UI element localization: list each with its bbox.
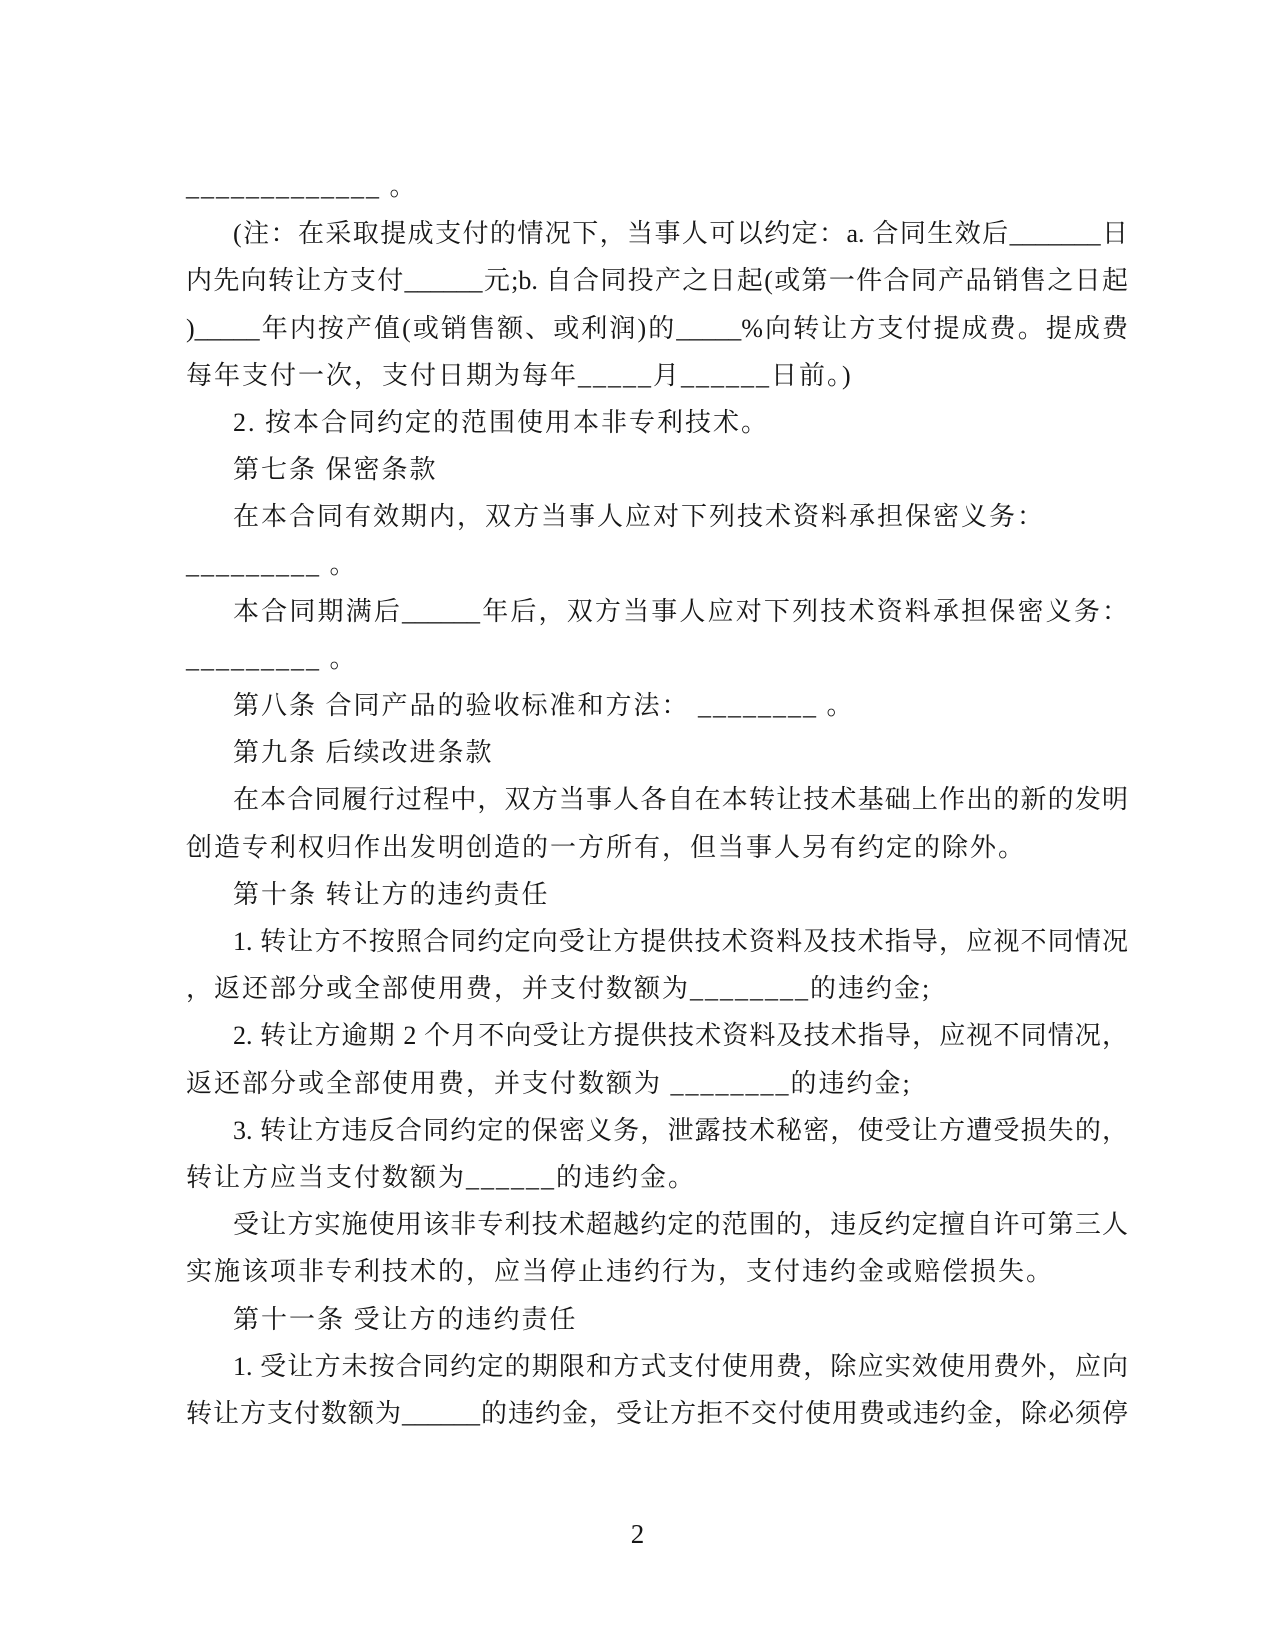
page-number: 2	[630, 1519, 645, 1549]
contract-body	[186, 163, 1128, 1437]
item-2-usage-scope: 2. 按本合同约定的范围使用本非专利技术。	[233, 407, 770, 437]
heading-article-8: 第八条 合同产品的验收标准和方法： ________ 。	[233, 691, 855, 721]
note-royalty-payment-line2: 内先向转让方支付______元;b. 自合同投产之日起(或第一件合同产品销售之日起	[186, 266, 1128, 296]
confidentiality-after-term: 本合同期满后______年后，双方当事人应对下列技术资料承担保密义务：	[233, 596, 1128, 626]
article-10-breach-line1: 受让方实施使用该非专利技术超越约定的范围的，违反约定擅自许可第三人	[233, 1210, 1128, 1240]
article-11-item-1-line2: 转让方支付数额为______的违约金，受让方拒不交付使用费或违约金，除必须停	[186, 1398, 1128, 1428]
heading-article-11: 第十一条 受让方的违约责任	[233, 1304, 578, 1334]
blank-fill-line: _________ 。	[186, 643, 358, 673]
article-10-item-3-line2: 转让方应当支付数额为______的违约金。	[186, 1162, 697, 1192]
article-10-breach-line2: 实施该项非专利技术的，应当停止违约行为，支付违约金或赔偿损失。	[186, 1257, 1055, 1287]
heading-article-10: 第十条 转让方的违约责任	[233, 879, 550, 909]
article-10-item-1-line1: 1. 转让方不按照合同约定向受让方提供技术资料及技术指导，应视不同情况	[233, 927, 1128, 956]
heading-article-7: 第七条 保密条款	[233, 455, 438, 485]
note-royalty-payment-line1: (注：在采取提成支付的情况下，当事人可以约定：a. 合同生效后_______日	[233, 219, 1128, 249]
blank-fill-line: _____________ 。	[186, 172, 418, 201]
article-9-body-line1: 在本合同履行过程中，双方当事人各自在本转让技术基础上作出的新的发明	[233, 785, 1128, 815]
article-10-item-2-line2: 返还部分或全部使用费，并支付数额为 ________的违约金;	[186, 1068, 912, 1098]
article-10-item-3-line1: 3. 转让方违反合同约定的保密义务，泄露技术秘密，使受让方遭受损失的，	[233, 1115, 1128, 1145]
article-11-item-1-line1: 1. 受让方未按合同约定的期限和方式支付使用费，除应实效使用费外，应向	[233, 1351, 1128, 1381]
heading-article-9: 第九条 后续改进条款	[233, 738, 494, 768]
article-9-body-line2: 创造专利权归作出发明创造的一方所有，但当事人另有约定的除外。	[186, 832, 1027, 862]
blank-fill-line: _________ 。	[186, 549, 358, 579]
note-royalty-payment-line4: 每年支付一次，支付日期为每年_____月______日前。)	[186, 360, 853, 390]
note-royalty-payment-line3: )_____年内按产值(或销售额、或利润)的_____%向转让方支付提成费。提成费	[186, 313, 1128, 343]
article-10-item-2-line1: 2. 转让方逾期 2 个月不向受让方提供技术资料及技术指导，应视不同情况，	[233, 1021, 1128, 1051]
confidentiality-in-term: 在本合同有效期内，双方当事人应对下列技术资料承担保密义务：	[233, 502, 1046, 532]
article-10-item-1-line2: ，返还部分或全部使用费，并支付数额为________的违约金;	[186, 974, 932, 1004]
